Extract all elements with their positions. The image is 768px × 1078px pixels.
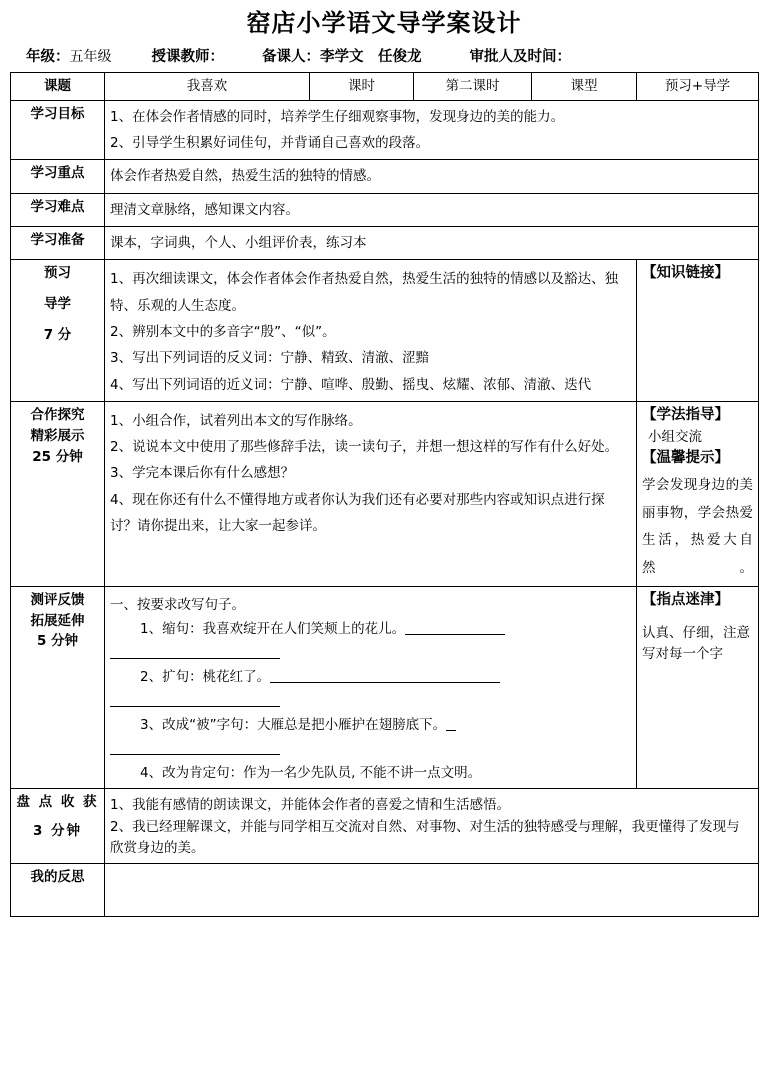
table-row-cooperation	[11, 401, 759, 586]
preparation-content	[105, 226, 759, 259]
grade-value: 五年级	[69, 48, 112, 65]
harvest-line-1: 1、我能有感情的朗读课文，并能体会作者的喜爱之情和生活感悟。	[110, 796, 511, 813]
assessment-item-3-continued	[110, 737, 631, 761]
table-row-assessment	[11, 586, 759, 788]
period-value: 第二课时	[414, 72, 532, 100]
preview-label	[11, 260, 105, 402]
answer-blank-2a[interactable]	[270, 669, 500, 683]
study-method-heading: 【学法指导】	[642, 406, 729, 423]
period-label: 课时	[310, 72, 414, 100]
cooperation-label-line-1: 合作探究	[30, 406, 85, 423]
preparation-label: 学习准备	[11, 226, 105, 259]
answer-blank-1a[interactable]	[405, 621, 505, 635]
assessment-label-line-3: 5 分钟	[36, 633, 79, 650]
assessment-content	[105, 586, 637, 788]
page-title: 窑店小学语文导学案设计	[246, 9, 522, 37]
difficulties-label: 学习难点	[11, 193, 105, 226]
harvest-label	[11, 788, 105, 864]
knowledge-link-heading: 【知识链接】	[642, 265, 729, 282]
guidance-body: 认真、仔细，注意写对每一个字	[642, 625, 750, 663]
cooperation-content	[105, 401, 637, 586]
preview-line-2: 2、辨别本文中的多音字“殷”、“似”。	[110, 323, 336, 340]
table-row-header	[11, 72, 759, 100]
harvest-content	[105, 788, 759, 864]
cooperation-label	[11, 401, 105, 586]
cooperation-line-2: 2、说说本文中使用了那些修辞手法，读一读句子，并想一想这样的写作有什么好处。	[110, 439, 619, 456]
assessment-item-2-continued	[110, 689, 631, 713]
assessment-item-1-text: 1、缩句：我喜欢绽开在人们笑颊上的花儿。	[140, 620, 406, 637]
lesson-type-label: 课型	[532, 72, 637, 100]
objectives-line-2: 2、引导学生积累好词佳句，并背诵自己喜欢的段落。	[110, 135, 430, 152]
study-method-body: 小组交流	[648, 428, 702, 445]
assessment-item-2	[110, 665, 631, 689]
preview-label-line-3: 7 分	[43, 327, 72, 344]
objectives-line-1: 1、在体会作者情感的同时，培养学生仔细观察事物，发现身边的美的能力。	[110, 108, 565, 125]
cooperation-label-line-3: 25 分钟	[32, 448, 83, 465]
preparer-value: 李学文 任俊龙	[320, 48, 422, 65]
preview-label-line-1: 预习	[44, 265, 71, 282]
warm-tip-body: 学会发现身边的美丽事物，学会热爱生活，热爱大自然。	[642, 476, 753, 576]
difficulties-content	[105, 193, 759, 226]
lesson-type-value: 预习+导学	[637, 72, 759, 100]
warm-tip-heading: 【温馨提示】	[642, 450, 729, 467]
table-row-difficulties	[11, 193, 759, 226]
table-row-key-points	[11, 160, 759, 193]
approver-label: 审批人及时间：	[469, 48, 571, 65]
cooperation-label-line-2: 精彩展示	[30, 427, 85, 444]
grade-label: 年级：	[26, 48, 70, 65]
key-points-content	[105, 160, 759, 193]
assessment-label	[11, 586, 105, 788]
preview-label-line-2: 导学	[44, 296, 71, 313]
assessment-item-2-text: 2、扩句：桃花红了。	[140, 668, 271, 685]
reflection-label: 我的反思	[11, 864, 105, 917]
preview-line-4: 4、写出下列词语的近义词：宁静、喧哗、殷勤、摇曳、炫耀、浓郁、清澈、迭代	[110, 376, 592, 393]
cooperation-notes	[637, 401, 759, 586]
teacher-label: 授课教师：	[151, 48, 224, 65]
answer-blank-2b[interactable]	[110, 693, 280, 707]
preview-line-1: 1、再次细读课文，体会作者体会作者热爱自然，热爱生活的独特的情感以及豁达、独特、乐观的人生态度。	[110, 271, 619, 314]
assessment-item-3	[110, 713, 631, 737]
assessment-item-4: 4、改为肯定句：作为一名少先队员, 不能不讲一点文明。	[140, 764, 482, 781]
table-row-preparation	[11, 226, 759, 259]
meta-header	[10, 42, 758, 72]
preparation-line-1: 课本，字词典，个人、小组评价表，练习本	[110, 234, 367, 251]
answer-blank-3b[interactable]	[110, 741, 280, 755]
guidance-heading: 【指点迷津】	[642, 591, 729, 608]
objectives-content	[105, 100, 759, 160]
preview-content	[105, 260, 637, 402]
table-row-reflection	[11, 864, 759, 917]
topic-label: 课题	[11, 72, 105, 100]
harvest-label-text: 盘 点 收 获	[16, 793, 99, 810]
answer-blank-1b[interactable]	[110, 645, 280, 659]
cooperation-line-3: 3、学完本课后你有什么感想？	[110, 465, 295, 482]
assessment-label-line-1: 测评反馈	[30, 591, 85, 608]
reflection-content[interactable]	[105, 864, 759, 917]
difficulties-line-1: 理清文章脉络，感知课文内容。	[110, 201, 299, 218]
assessment-heading: 一、按要求改写句子。	[110, 596, 245, 613]
key-points-label: 学习重点	[11, 160, 105, 193]
table-row-preview	[11, 260, 759, 402]
harvest-line-2: 2、我已经理解课文，并能与同学相互交流对自然、对事物、对生活的独特感受与理解，我更懂得了发现与欣赏身边的美。	[110, 818, 740, 857]
cooperation-line-4: 4、现在你还有什么不懂得地方或者你认为我们还有必要对那些内容或知识点进行探讨？请你提出来，让大家一起参详。	[110, 491, 605, 535]
answer-blank-3a[interactable]	[446, 717, 456, 731]
cooperation-line-1: 1、小组合作，试着列出本文的写作脉络。	[110, 412, 362, 429]
topic-value: 我喜欢	[105, 72, 310, 100]
table-row-harvest	[11, 788, 759, 864]
preview-line-3: 3、写出下列词语的反义词：宁静、精致、清澈、涩黯	[110, 350, 430, 367]
preparer-label: 备课人：	[262, 48, 320, 65]
table-row-objectives	[11, 100, 759, 160]
harvest-label-time: 3 分钟	[32, 822, 83, 839]
assessment-item-1-continued	[110, 641, 631, 665]
lesson-plan-table	[10, 72, 759, 918]
objectives-label: 学习目标	[11, 100, 105, 160]
assessment-label-line-2: 拓展延伸	[30, 612, 85, 629]
preview-notes	[637, 260, 759, 402]
assessment-item-1	[110, 617, 631, 641]
assessment-item-3-text: 3、改成“被”字句：大雁总是把小雁护在翅膀底下。	[140, 716, 447, 733]
assessment-notes	[637, 586, 759, 788]
key-points-line-1: 体会作者热爱自然，热爱生活的独特的情感。	[110, 168, 380, 185]
